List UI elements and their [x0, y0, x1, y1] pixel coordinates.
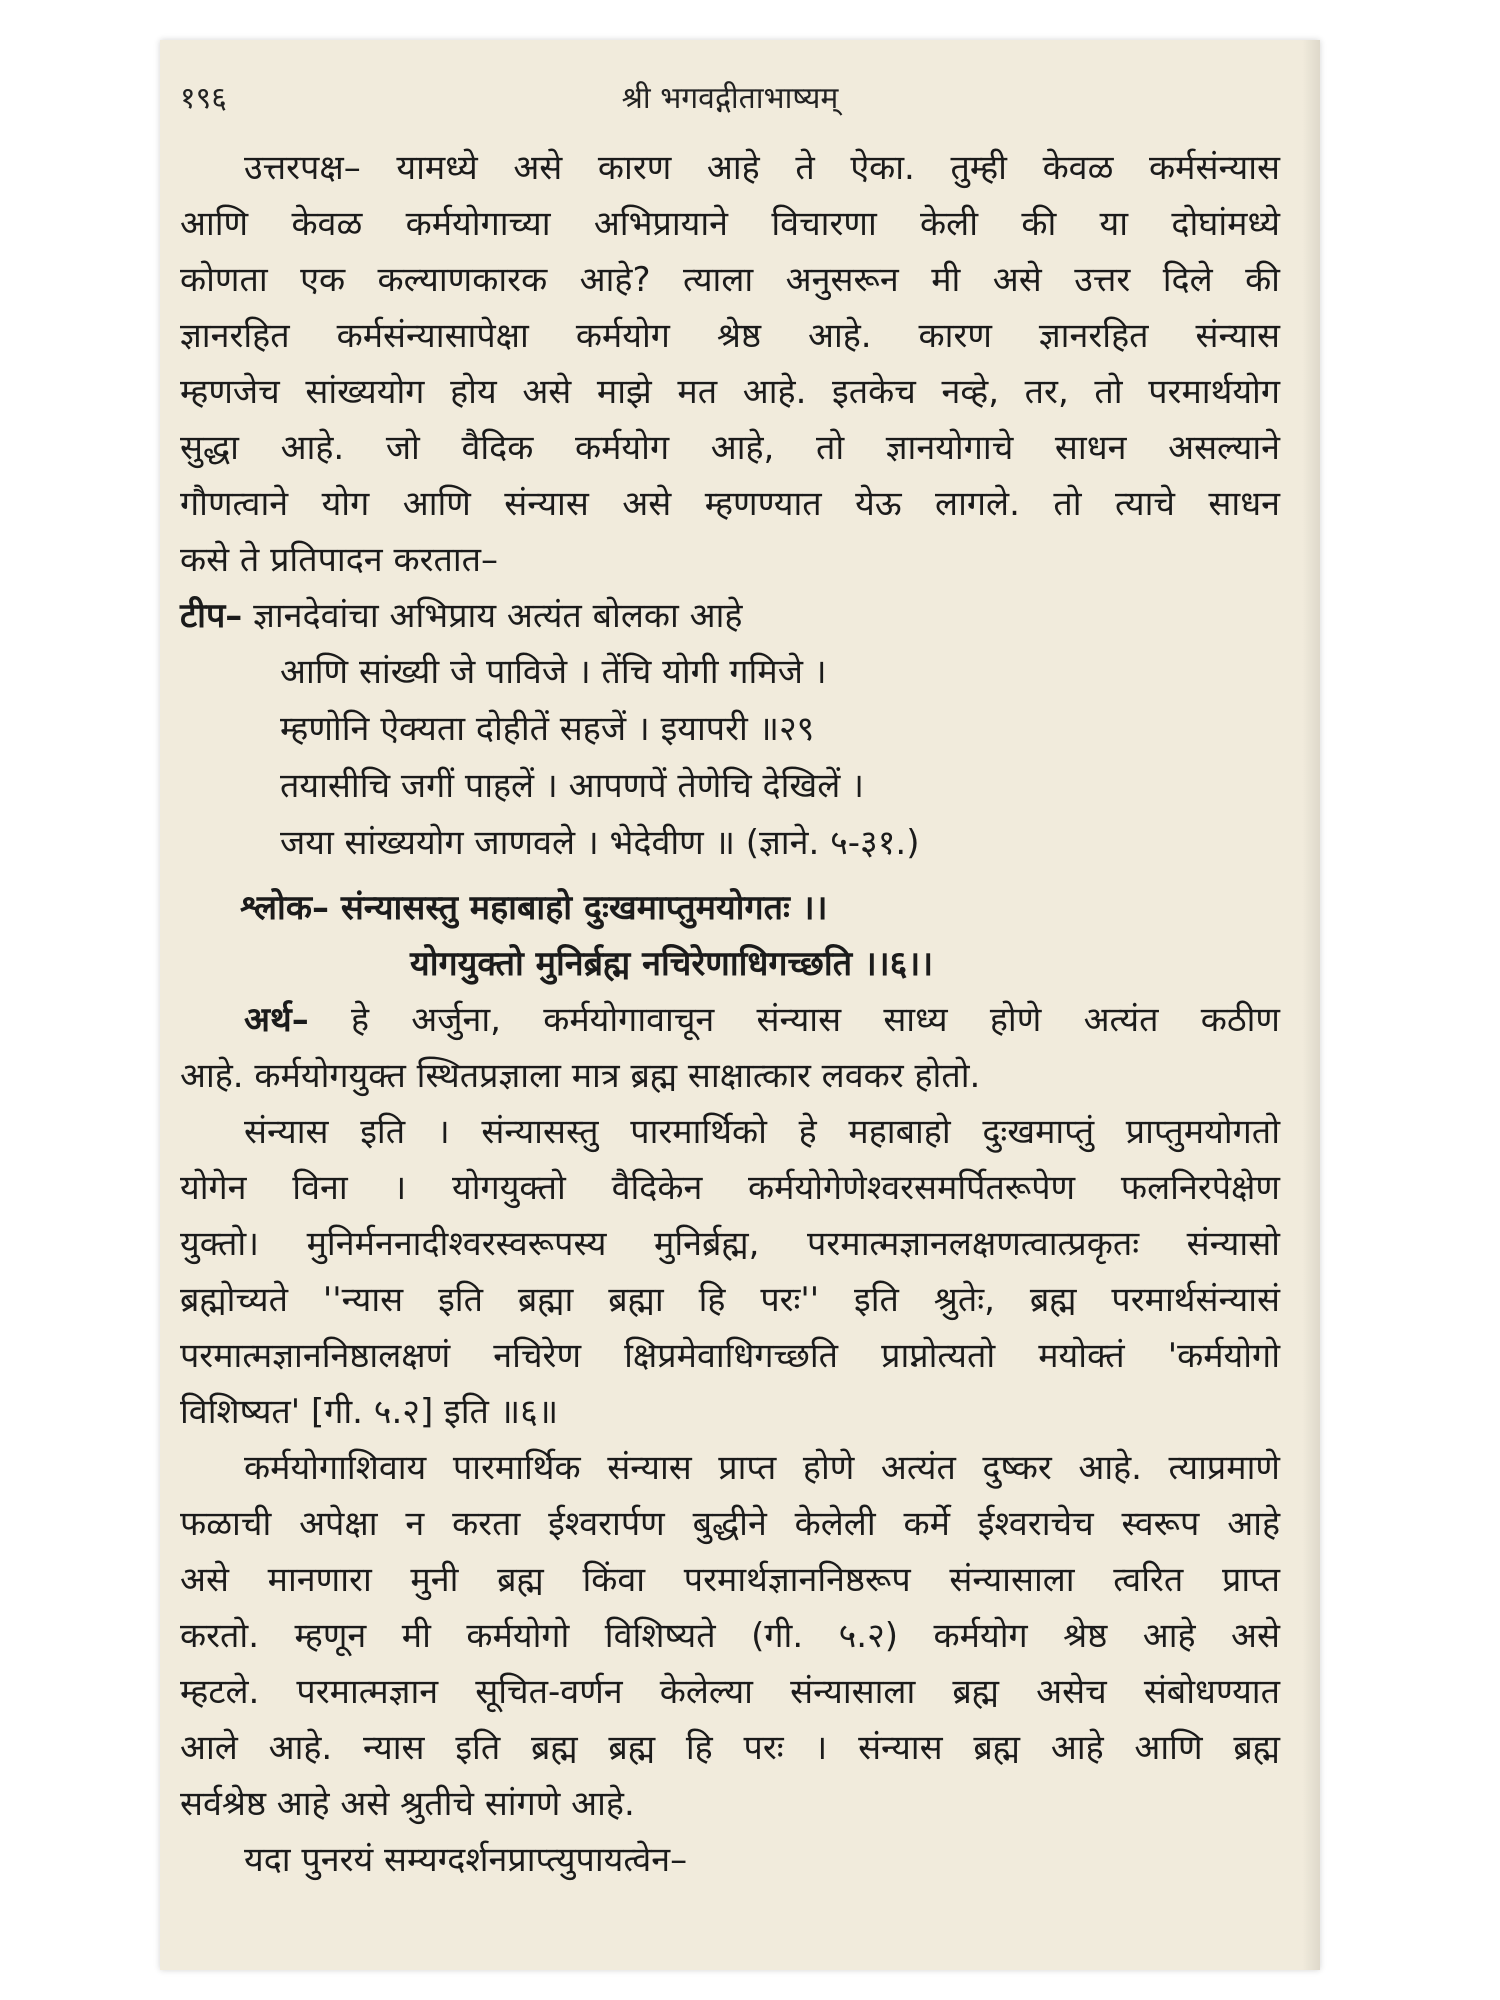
artha-paragraph [180, 992, 1280, 1104]
ovi-verse-line: जया सांख्ययोग जाणवले । भेदेवीण ॥ (ज्ञाने. ५-३१.) [280, 823, 920, 863]
uttarapaksha-label: उत्तरपक्ष– [244, 148, 361, 188]
text-line: म्हणजेच सांख्ययोग होय असे माझे मत आहे. इतकेच नव्हे, तर, तो परमार्थयोग [180, 372, 1280, 412]
ovi-verse-line: तयासीचि जगीं पाहलें । आपणपें तेणेचि देखिलें । [280, 766, 864, 806]
text-line: करतो. म्हणून मी कर्मयोगो विशिष्यते (गी. ५.२) कर्मयोग श्रेष्ठ आहे असे [180, 1616, 1280, 1656]
tip-intro-line: टीप– ज्ञानदेवांचा अभिप्राय अत्यंत बोलका आहे [180, 596, 743, 636]
text-line: उत्तरपक्ष– यामध्ये असे कारण आहे ते ऐका. तुम्ही केवळ कर्मसंन्यास [244, 148, 1281, 188]
text-line: कसे ते प्रतिपादन करतात– [180, 540, 499, 580]
artha-label: अर्थ– [244, 1000, 309, 1040]
ovi-verse-line: आणि सांख्यी जे पाविजे । तेंचि योगी गमिजे । [280, 652, 827, 692]
ovi-verse-line: म्हणोनि ऐक्यता दोहीतें सहजें । इयापरी ॥२९ [280, 709, 815, 749]
text-line: योगेन विना । योगयुक्तो वैदिकेन कर्मयोगेणेश्वरसमर्पितरूपेण फलनिरपेक्षेण [180, 1168, 1280, 1208]
shloka-label: श्लोक– [240, 888, 329, 928]
text-line: म्हटले. परमात्मज्ञान सूचित-वर्णन केलेल्या संन्यासाला ब्रह्म असेच संबोधण्यात [180, 1672, 1280, 1712]
text-line: सुद्धा आहे. जो वैदिक कर्मयोग आहे, तो ज्ञानयोगाचे साधन असल्याने [180, 428, 1280, 468]
text-line: परमात्मज्ञाननिष्ठालक्षणं नचिरेण क्षिप्रमेवाधिगच्छति प्राप्नोत्यतो मयोक्तं 'कर्मयोगो [180, 1336, 1280, 1376]
bhashya-paragraph [180, 1104, 1280, 1440]
text-line: कोणता एक कल्याणकारक आहे? त्याला अनुसरून मी असे उत्तर दिले की [180, 260, 1280, 300]
text-line: सर्वश्रेष्ठ आहे असे श्रुतीचे सांगणे आहे. [180, 1784, 635, 1824]
shloka-block [180, 880, 1280, 992]
shloka-line-1: श्लोक– संन्यासस्तु महाबाहो दुःखमाप्तुमयोगतः ।। [240, 888, 828, 928]
text-line: गौणत्वाने योग आणि संन्यास असे म्हणण्यात येऊ लागले. तो त्याचे साधन [180, 484, 1280, 524]
page-body [180, 140, 1280, 1888]
text-line: आले आहे. न्यास इति ब्रह्म ब्रह्म हि परः । संन्यास ब्रह्म आहे आणि ब्रह्म [180, 1728, 1280, 1768]
text-line: अर्थ– हे अर्जुना, कर्मयोगावाचून संन्यास साध्य होणे अत्यंत कठीण [244, 1000, 1281, 1040]
text-line: युक्तो। मुनिर्मननादीश्वरस्वरूपस्य मुनिर्ब्रह्म, परमात्मज्ञानलक्षणत्वात्प्रकृतः संन्यासो [180, 1224, 1280, 1264]
tip-label: टीप– [180, 596, 243, 636]
running-title: श्री भगवद्गीताभाष्यम् [621, 81, 839, 116]
uttarapaksha-paragraph [180, 140, 1280, 588]
text-line: ज्ञानरहित कर्मसंन्यासापेक्षा कर्मयोग श्रेष्ठ आहे. कारण ज्ञानरहित संन्यास [180, 316, 1280, 356]
page-header [180, 76, 1280, 124]
continuation-line: यदा पुनरयं सम्यग्दर्शनप्राप्त्युपायत्वेन– [244, 1840, 688, 1880]
text-line: आणि केवळ कर्मयोगाच्या अभिप्रायाने विचारणा केली की या दोघांमध्ये [180, 204, 1280, 244]
page-number: १९६ [180, 81, 227, 116]
text-line: विशिष्यत' [गी. ५.२] इति ॥६॥ [180, 1392, 559, 1432]
text-line: ब्रह्मोच्यते ''न्यास इति ब्रह्मा ब्रह्मा हि परः'' इति श्रुतेः, ब्रह्म परमार्थसंन्यासं [180, 1280, 1280, 1320]
text-line: असे मानणारा मुनी ब्रह्म किंवा परमार्थज्ञाननिष्ठरूप संन्यासाला त्वरित प्राप्त [180, 1560, 1280, 1600]
book-page [160, 40, 1320, 1970]
text-line: कर्मयोगाशिवाय पारमार्थिक संन्यास प्राप्त होणे अत्यंत दुष्कर आहे. त्याप्रमाणे [244, 1448, 1280, 1488]
shloka-line-2: योगयुक्तो मुनिर्ब्रह्म नचिरेणाधिगच्छति ।।६।। [410, 944, 934, 984]
explanation-paragraph [180, 1440, 1280, 1832]
tip-section [180, 588, 1280, 872]
text-line: आहे. कर्मयोगयुक्त स्थितप्रज्ञाला मात्र ब्रह्म साक्षात्कार लवकर होतो. [180, 1056, 981, 1096]
page-edge-shadow [1302, 40, 1320, 1970]
text-line: संन्यास इति । संन्यासस्तु पारमार्थिको हे महाबाहो दुःखमाप्तुं प्राप्तुमयोगतो [244, 1112, 1280, 1152]
text-line: फळाची अपेक्षा न करता ईश्वरार्पण बुद्धीने केलेली कर्मे ईश्वराचेच स्वरूप आहे [180, 1504, 1280, 1544]
